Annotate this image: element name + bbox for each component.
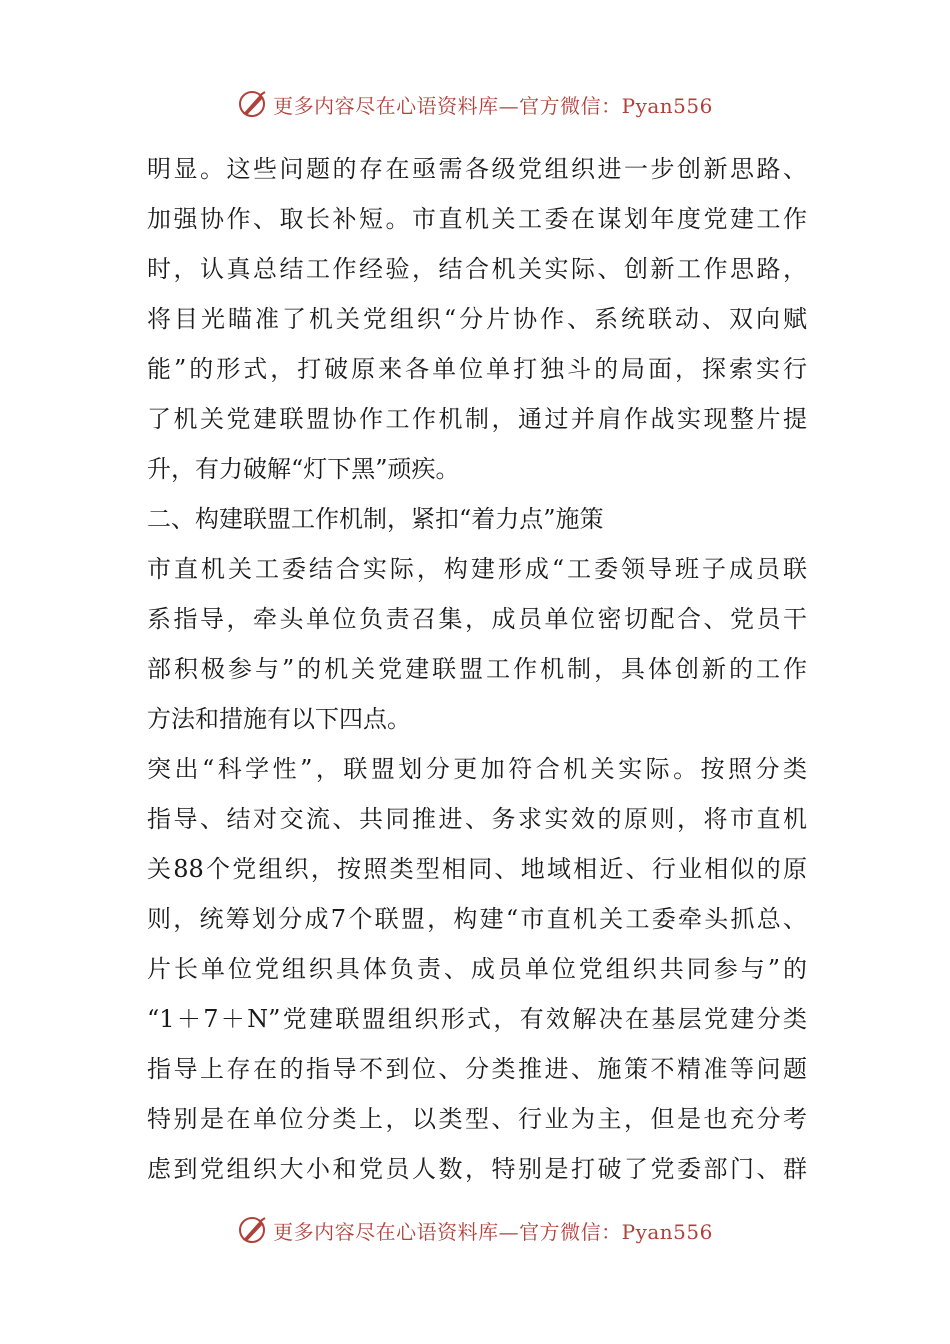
body-line: 关88个党组织，按照类型相同、地域相近、行业相似的原 — [147, 855, 807, 883]
body-line: “1＋7＋N”党建联盟组织形式，有效解决在基层党建分类 — [147, 1005, 807, 1033]
pen-quill-icon — [237, 88, 269, 120]
body-line: 市直机关工委结合实际，构建形成“工委领导班子成员联 — [147, 555, 807, 583]
pen-quill-icon — [237, 1214, 269, 1246]
header-banner — [0, 84, 950, 124]
body-line: 方法和措施有以下四点。 — [147, 705, 411, 733]
body-line: 系指导，牵头单位负责召集，成员单位密切配合、党员干 — [147, 605, 807, 633]
body-line: 升，有力破解“灯下黑”顽疾。 — [147, 455, 460, 483]
body-line: 时，认真总结工作经验，结合机关实际、创新工作思路， — [147, 255, 807, 283]
body-line: 则，统筹划分成7个联盟，构建“市直机关工委牵头抓总、 — [147, 905, 807, 933]
body-line: 了机关党建联盟协作工作机制，通过并肩作战实现整片提 — [147, 405, 807, 433]
header-banner-text: 更多内容尽在心语资料库—官方微信：Pyan556 — [273, 93, 713, 118]
footer-banner — [0, 1210, 950, 1250]
body-line: 二、构建联盟工作机制，紧扣“着力点”施策 — [147, 505, 604, 533]
body-line: 虑到党组织大小和党员人数，特别是打破了党委部门、群 — [147, 1155, 807, 1183]
body-line: 能”的形式，打破原来各单位单打独斗的局面，探索实行 — [147, 355, 807, 383]
body-line: 片长单位党组织具体负责、成员单位党组织共同参与”的 — [147, 955, 807, 983]
body-line: 部积极参与”的机关党建联盟工作机制，具体创新的工作 — [147, 655, 807, 683]
body-line: 将目光瞄准了机关党组织“分片协作、系统联动、双向赋 — [147, 305, 807, 333]
body-line: 突出“科学性”，联盟划分更加符合机关实际。按照分类 — [147, 755, 807, 783]
body-line: 加强协作、取长补短。市直机关工委在谋划年度党建工作 — [147, 205, 807, 233]
footer-banner-text: 更多内容尽在心语资料库—官方微信：Pyan556 — [273, 1219, 713, 1244]
body-line: 指导、结对交流、共同推进、务求实效的原则，将市直机 — [147, 805, 807, 833]
body-line: 指导上存在的指导不到位、分类推进、施策不精准等问题 — [147, 1055, 807, 1083]
body-line: 特别是在单位分类上，以类型、行业为主，但是也充分考 — [147, 1105, 807, 1133]
body-line: 明显。这些问题的存在亟需各级党组织进一步创新思路、 — [147, 155, 807, 183]
document-body — [147, 144, 807, 1194]
